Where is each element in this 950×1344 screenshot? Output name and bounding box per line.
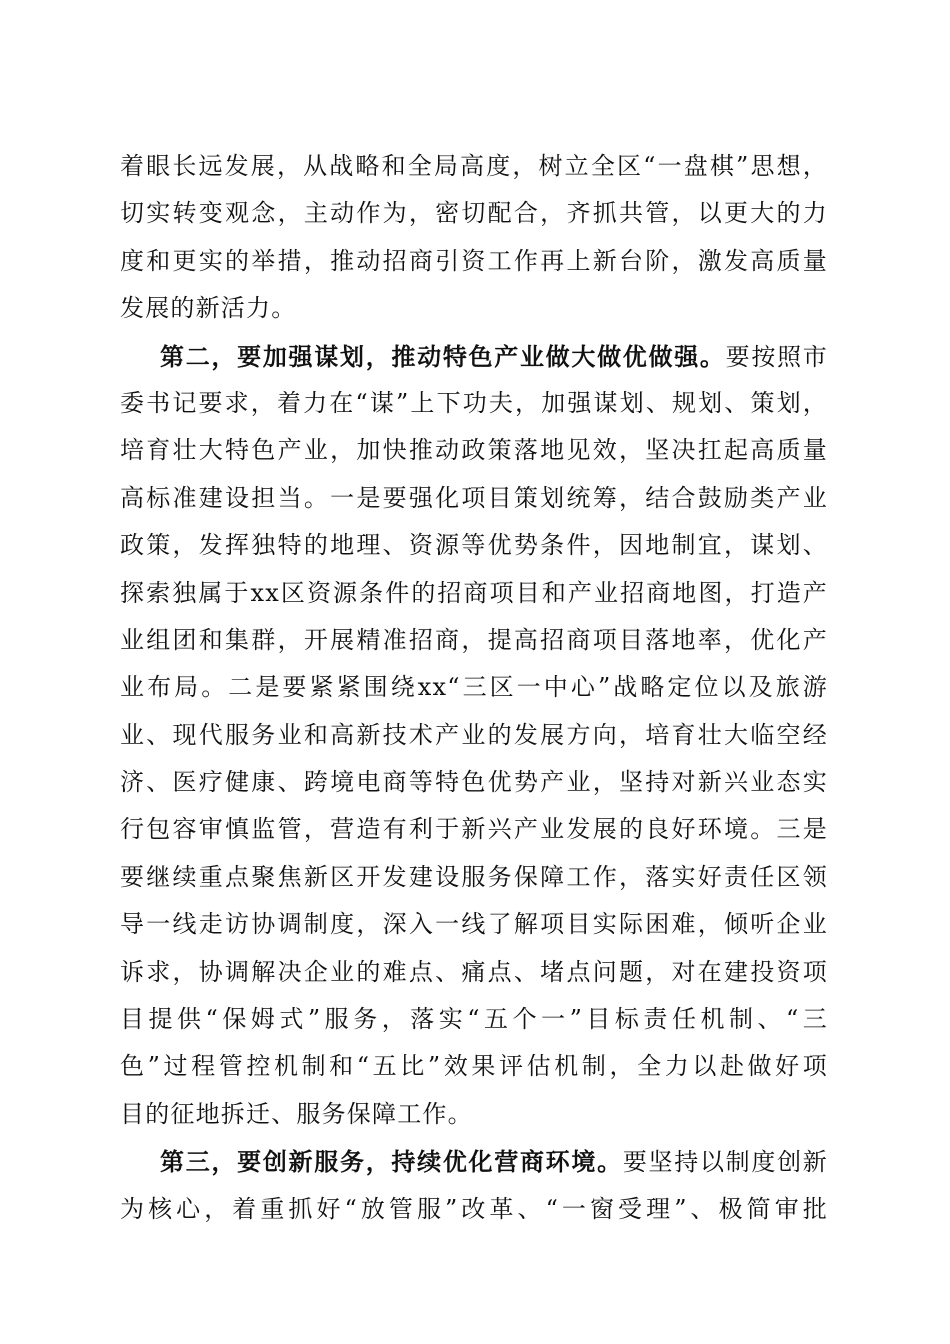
paragraph-3 [120,1138,828,1233]
text-line: 诉求，协调解决企业的难点、痛点、堵点问题，对在建投资项 [120,957,828,986]
text-line: 导一线走访协调制度，深入一线了解项目实际困难，倾听企业 [120,910,828,939]
text-line: 业组团和集群，开展精准招商，提高招商项目落地率，优化产 [120,625,828,654]
text-span: 要坚持以制度创新 [622,1148,828,1177]
text-line: 要继续重点聚焦新区开发建设服务保障工作，落实好责任区领 [120,862,828,891]
paragraph-first-line [120,333,828,380]
text-line: 行包容审慎监管，营造有利于新兴产业发展的良好环境。三是 [120,815,828,844]
text-line: 着眼长远发展，从战略和全局高度，树立全区“一盘棋”思想， [120,152,828,180]
text-line: 切实转变观念，主动作为，密切配合，齐抓共管，以更大的力 [120,199,828,228]
text-line: 高标准建设担当。一是要强化项目策划统筹，结合鼓励类产业 [120,483,828,512]
text-line: 培育壮大特色产业，加快推动政策落地见效，坚决扛起高质量 [120,436,828,465]
text-line: 委书记要求，着力在“谋”上下功夫，加强谋划、规划、策划， [120,388,828,417]
document-body [120,143,828,1233]
text-line: 色”过程管控机制和“五比”效果评估机制，全力以赴做好项 [120,1052,828,1081]
text-line: 业布局。二是要紧紧围绕xx“三区一中心”战略定位以及旅游 [120,673,828,702]
text-line: 目的征地拆迁、服务保障工作。 [120,1099,473,1128]
text-span: 要按照市 [725,342,828,371]
paragraph-heading: 第二，要加强谋划，推动特色产业做大做优做强。 [160,341,726,371]
text-line: 为核心，着重抓好“放管服”改革、“一窗受理”、极简审批 [120,1194,828,1223]
paragraph-first-line [120,1138,828,1185]
text-line: 度和更实的举措，推动招商引资工作再上新台阶，激发高质量 [120,246,828,275]
paragraph-1 [120,143,828,333]
text-line: 济、医疗健康、跨境电商等特色优势产业，坚持对新兴业态实 [120,768,828,797]
text-line: 业、现代服务业和高新技术产业的发展方向，培育壮大临空经 [120,720,828,749]
text-line: 政策，发挥独特的地理、资源等优势条件，因地制宜，谋划、 [120,531,828,560]
text-line: 发展的新活力。 [120,294,297,323]
text-line: 目提供“保姆式”服务，落实“五个一”目标责任机制、“三 [120,1005,828,1034]
paragraph-heading: 第三，要创新服务，持续优化营商环境。 [160,1147,623,1177]
text-line: 探索独属于xx区资源条件的招商项目和产业招商地图，打造产 [120,578,828,607]
paragraph-2 [120,333,828,1139]
